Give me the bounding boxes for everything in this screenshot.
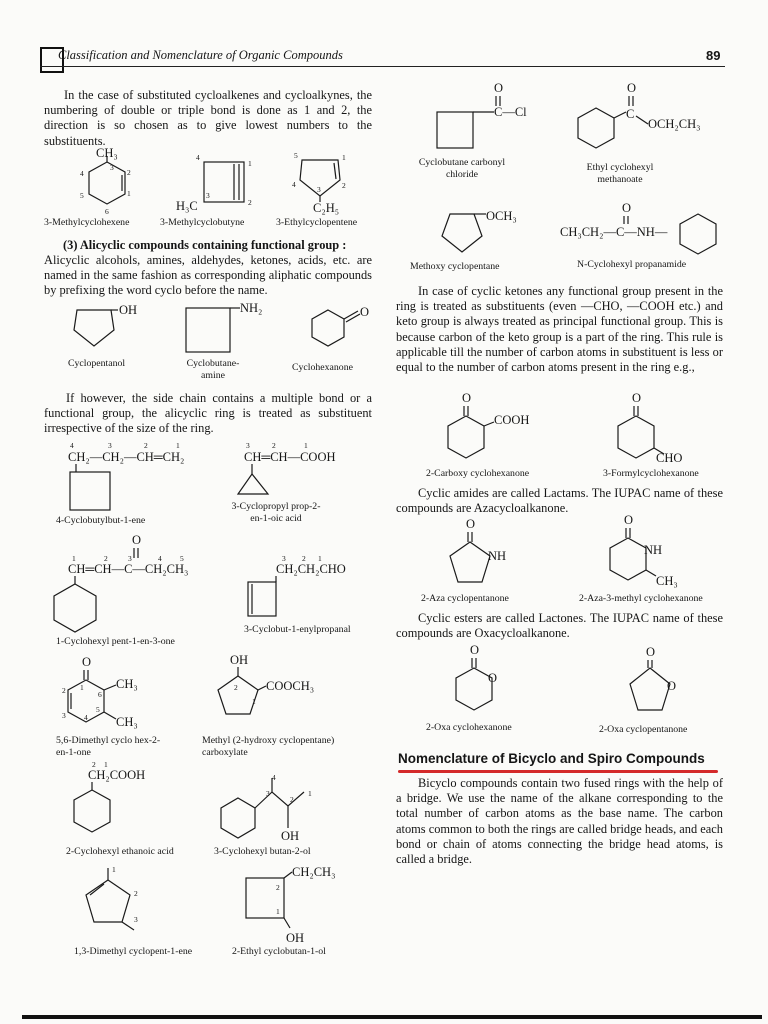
structure-azamethylcyclohexanone	[610, 513, 678, 588]
svg-text:O: O	[632, 391, 642, 405]
para-alicyclic: Alicyclic alcohols, amines, aldehydes, ketones, acids, etc. are named in the same fashion as corresponding aliphatic compounds by prefixing the word cyclo before the name.	[44, 253, 372, 298]
caption-methoxycyclopentane: Methoxy cyclopentane	[410, 261, 500, 272]
svg-text:2: 2	[127, 168, 131, 177]
svg-text:1: 1	[104, 760, 108, 769]
svg-text:2: 2	[144, 441, 148, 450]
svg-text:CH₂—CH₂—CH═CH₂: CH₂—CH₂—CH═CH₂	[68, 450, 185, 464]
svg-text:CH═CH—COOH: CH═CH—COOH	[244, 450, 336, 464]
caption-cyclobutenylpropanal: 3-Cyclobut-1-enylpropanal	[244, 624, 351, 635]
structure-dimethylcyclopentene	[86, 865, 138, 930]
svg-text:OH: OH	[230, 653, 249, 667]
svg-text:4: 4	[272, 773, 276, 782]
svg-text:CH₂CH₃: CH₂CH₃	[292, 865, 336, 879]
svg-text:2: 2	[248, 198, 252, 207]
svg-text:NH₂: NH₂	[240, 301, 263, 315]
svg-text:O: O	[470, 643, 480, 657]
svg-text:C—Cl: C—Cl	[494, 105, 527, 119]
svg-text:1: 1	[318, 554, 322, 563]
svg-text:1: 1	[72, 554, 76, 563]
svg-text:1: 1	[252, 697, 256, 706]
svg-text:O: O	[82, 655, 92, 669]
svg-text:C: C	[626, 107, 635, 121]
section-title-bicyclo: Nomenclature of Bicyclo and Spiro Compounds	[398, 751, 705, 766]
caption-oxacyclopentanone: 2-Oxa cyclopentanone	[599, 724, 688, 735]
svg-text:3: 3	[246, 441, 250, 450]
svg-text:COOH: COOH	[494, 413, 530, 427]
structure-oxacyclopentanone	[630, 645, 676, 710]
svg-text:2: 2	[342, 181, 346, 190]
svg-text:OCH₃: OCH₃	[486, 209, 517, 223]
svg-text:3: 3	[108, 441, 112, 450]
svg-text:5: 5	[294, 151, 298, 160]
caption-dimethylcyclohexenone: 5,6-Dimethyl cyclo hex-2-en-1-one	[56, 735, 161, 758]
svg-text:CH₂COOH: CH₂COOH	[88, 768, 146, 782]
svg-text:3: 3	[282, 554, 286, 563]
structure-formylcyclohexanone	[618, 391, 682, 465]
page-number: 89	[706, 48, 721, 63]
structure-cyclohexylethanoic	[74, 760, 145, 832]
svg-text:6: 6	[98, 690, 102, 699]
svg-text:NH: NH	[644, 543, 663, 557]
svg-text:6: 6	[105, 207, 109, 216]
caption-cyclobutaneamine: Cyclobutane-amine	[186, 358, 240, 381]
label-ch3-a: CH₃	[96, 146, 118, 160]
structure-methylcyclohexene	[80, 146, 131, 216]
svg-text:4: 4	[292, 180, 296, 189]
svg-text:1: 1	[176, 441, 180, 450]
svg-text:3: 3	[110, 163, 114, 172]
svg-text:3: 3	[266, 789, 270, 798]
structure-cyclohexylbutanol	[221, 773, 312, 843]
svg-text:1: 1	[80, 683, 84, 692]
svg-text:2: 2	[302, 554, 306, 563]
svg-text:1: 1	[127, 189, 131, 198]
svg-text:O: O	[488, 671, 498, 685]
structure-cyclopropylacid	[238, 441, 336, 494]
svg-text:1: 1	[308, 789, 312, 798]
structure-methylcyclobutyne	[176, 153, 252, 213]
svg-text:OCH₂CH₃: OCH₂CH₃	[648, 117, 701, 131]
structure-dimethylcyclohexenone	[62, 655, 138, 729]
svg-text:2: 2	[276, 883, 280, 892]
caption-cyclohexanone: Cyclohexanone	[292, 362, 353, 373]
structure-cyclohexanone	[312, 305, 369, 346]
caption-formylcyclohexanone: 3-Formylcyclohexanone	[603, 468, 699, 479]
svg-text:1: 1	[342, 153, 346, 162]
svg-text:O: O	[462, 391, 472, 405]
svg-text:CH₂CH₂CHO: CH₂CH₂CHO	[276, 562, 346, 576]
svg-text:O: O	[646, 645, 656, 659]
structure-oxacyclohexanone	[456, 643, 497, 710]
svg-text:OH: OH	[119, 303, 138, 317]
svg-text:4: 4	[158, 554, 162, 563]
caption-methylhydroxy: Methyl (2-hydroxy cyclopentane) carboxylate	[202, 735, 335, 758]
svg-text:1: 1	[304, 441, 308, 450]
structure-methoxycyclopentane	[442, 209, 517, 252]
structure-cyclobutanecarbonyl	[437, 81, 527, 148]
svg-text:3: 3	[134, 915, 138, 924]
svg-text:1: 1	[276, 907, 280, 916]
svg-text:O: O	[667, 679, 677, 693]
para-cycloalkenes: In the case of substituted cycloalkenes and cycloalkynes, the numbering of double or triple bond is done as 1 and 2, the direction is so chosen as to give lowest numbers to the substituents.	[44, 88, 372, 148]
caption-oxacyclohexanone: 2-Oxa cyclohexanone	[426, 722, 512, 733]
svg-text:2: 2	[134, 889, 138, 898]
para-cyclicketones: In case of cyclic ketones any functional group present in the ring is treated as substituents (even —CHO, —COOH etc.) and keto group is always treated as principal functional group. This is because carbon of the keto group is a part of the ring. This rule is applicable till the number of carbon atoms in substituent is less or equal to the number of carbon atoms present in the ring e.g.,	[396, 284, 723, 375]
svg-text:4: 4	[80, 169, 84, 178]
structure-cyclopentanol	[74, 303, 137, 346]
page-header-title: Classification and Nomenclature of Organic Compounds	[58, 48, 343, 62]
para-bicyclo: Bicyclo compounds contain two fused rings with the help of a bridge. We use the name of the alkane corresponding to the total number of carbon atoms as the base name. The carbon atoms common to both the rings are called bridge heads, and each bond or chain of atoms connecting the bridge head atoms, is called a bridge.	[396, 776, 723, 867]
caption-cyclohexylpentenone: 1-Cyclohexyl pent-1-en-3-one	[56, 636, 175, 647]
svg-text:NH: NH	[488, 549, 507, 563]
structure-ethylcyclobutanol	[246, 865, 335, 945]
structure-ethylcyclohexyl	[578, 81, 700, 148]
caption-ethylcyclohexyl: Ethyl cyclohexyl methanoate	[586, 162, 654, 185]
svg-text:CH₃CH₂—C—NH—: CH₃CH₂—C—NH—	[560, 225, 668, 239]
svg-text:4: 4	[70, 441, 74, 450]
svg-text:OH: OH	[281, 829, 300, 843]
svg-text:2: 2	[92, 760, 96, 769]
caption-ethylcyclopentene: 3-Ethylcyclopentene	[276, 217, 358, 228]
svg-text:O: O	[624, 513, 634, 527]
svg-text:2: 2	[272, 441, 276, 450]
para-lactones: Cyclic esters are called Lactones. The IUPAC name of these compounds are Oxacycloalkanone.	[396, 611, 723, 641]
svg-text:COOCH₃: COOCH₃	[266, 679, 315, 693]
svg-text:2: 2	[290, 795, 294, 804]
caption-methylcyclobutyne: 3-Methylcyclobutyne	[160, 217, 245, 228]
caption-cyclopentanol: Cyclopentanol	[68, 358, 126, 369]
caption-cyclopropylacid: 3-Cyclopropyl prop-2-en-1-oic acid	[231, 501, 321, 524]
caption-cyclohexylpropanamide: N-Cyclohexyl propanamide	[577, 259, 687, 270]
caption-cyclobutanecarbonyl: Cyclobutane carbonyl chloride	[418, 157, 506, 180]
structure-cyclohexylpropanamide	[560, 201, 716, 254]
caption-cyclohexylbutanol: 3-Cyclohexyl butan-2-ol	[214, 846, 311, 857]
structure-carboxycyclohexanone	[448, 391, 529, 458]
svg-text:CH₃: CH₃	[116, 677, 138, 691]
heading-alicyclic: (3) Alicyclic compounds containing functional group :	[63, 238, 347, 252]
svg-text:O: O	[132, 533, 142, 547]
svg-text:O: O	[627, 81, 637, 95]
svg-text:3: 3	[128, 554, 132, 563]
svg-text:C₂H₅: C₂H₅	[313, 201, 340, 215]
caption-cyclohexylethanoic: 2-Cyclohexyl ethanoic acid	[66, 846, 174, 857]
svg-text:O: O	[360, 305, 370, 319]
svg-text:2: 2	[104, 554, 108, 563]
structure-cyclobutenylpropanal	[248, 554, 346, 616]
svg-text:O: O	[494, 81, 504, 95]
caption-azacyclopentanone: 2-Aza cyclopentanone	[421, 593, 509, 604]
svg-text:3: 3	[206, 191, 210, 200]
svg-text:CH₃: CH₃	[656, 574, 678, 588]
svg-text:2: 2	[62, 686, 66, 695]
svg-text:1: 1	[112, 865, 116, 874]
caption-azamethylcyclohexanone: 2-Aza-3-methyl cyclohexanone	[579, 593, 703, 604]
para-lactams: Cyclic amides are called Lactams. The IUPAC name of these compounds are Azacycloalkanone.	[396, 486, 723, 516]
svg-text:5: 5	[80, 191, 84, 200]
caption-methylcyclohexene: 3-Methylcyclohexene	[44, 217, 130, 228]
para-sidechain: If however, the side chain contains a multiple bond or a functional group, the alicyclic ring is treated as substituent irrespective of the size of the ring.	[44, 391, 372, 436]
structure-methylhydroxy	[218, 653, 314, 714]
svg-text:H₃C: H₃C	[176, 199, 198, 213]
svg-text:3: 3	[62, 711, 66, 720]
svg-text:2: 2	[234, 683, 238, 692]
svg-text:5: 5	[96, 705, 100, 714]
svg-text:CHO: CHO	[656, 451, 683, 465]
svg-text:CH₃: CH₃	[116, 715, 138, 729]
caption-dimethylcyclopentene: 1,3-Dimethyl cyclopent-1-ene	[74, 946, 193, 957]
structure-cyclobutylbutene	[68, 441, 184, 510]
svg-text:O: O	[622, 201, 632, 215]
structure-cyclobutaneamine	[186, 301, 262, 352]
svg-text:OH: OH	[286, 931, 305, 945]
structure-ethylcyclopentene	[292, 151, 346, 215]
svg-text:5: 5	[180, 554, 184, 563]
svg-text:1: 1	[248, 159, 252, 168]
svg-text:CH═CH—C—CH₂CH₃: CH═CH—C—CH₂CH₃	[68, 562, 189, 576]
svg-text:3: 3	[317, 185, 321, 194]
structure-azacyclopentanone	[450, 517, 506, 582]
svg-text:4: 4	[84, 713, 88, 722]
structure-cyclohexylpentenone	[54, 533, 188, 632]
svg-text:O: O	[466, 517, 476, 531]
caption-carboxycyclohexanone: 2-Carboxy cyclohexanone	[426, 468, 530, 479]
caption-cyclobutylbutene: 4-Cyclobutylbut-1-ene	[56, 515, 146, 526]
caption-ethylcyclobutanol: 2-Ethyl cyclobutan-1-ol	[232, 946, 326, 957]
svg-text:4: 4	[196, 153, 200, 162]
